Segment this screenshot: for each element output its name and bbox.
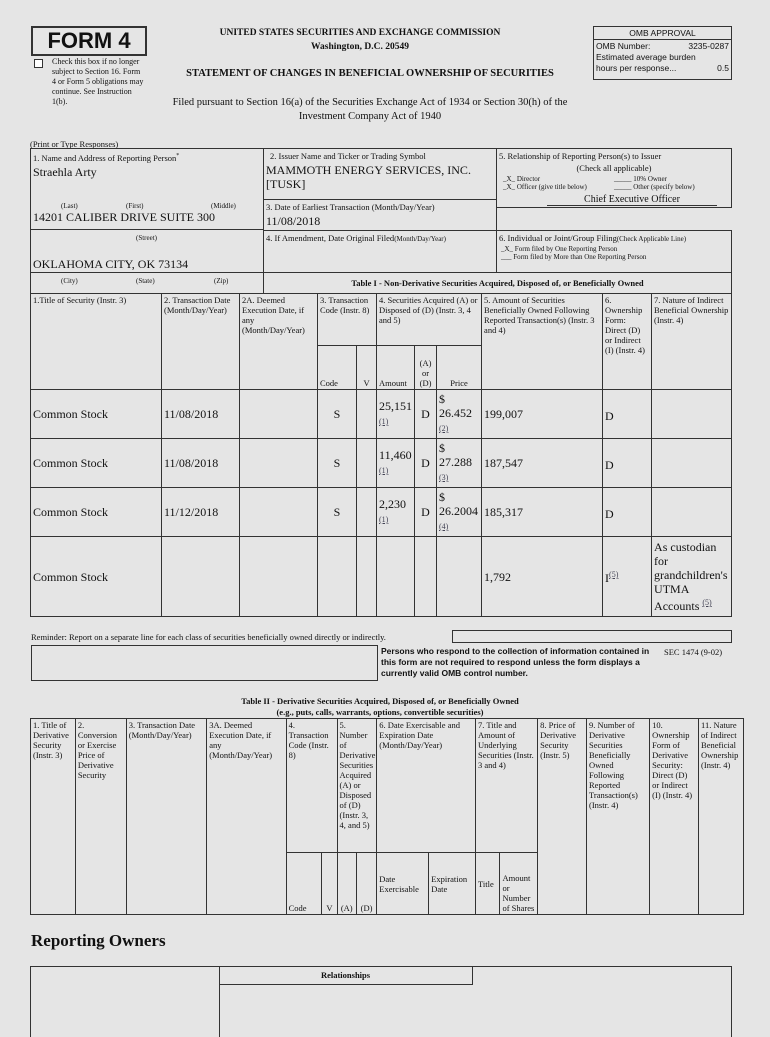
t1-title[interactable]: Common Stock — [33, 407, 109, 421]
t1-aord[interactable]: D — [421, 505, 430, 519]
t2-h11: 11. Nature of Indirect Beneficial Ownership (Instr. 4) — [699, 719, 744, 915]
reminder-box — [452, 630, 732, 643]
t2-h8: 8. Price of Derivative Security (Instr. 5) — [538, 719, 587, 915]
omb-number-label: OMB Number: — [596, 41, 651, 51]
t1-title[interactable]: Common Stock — [33, 505, 109, 519]
box4-sublabel: (Month/Day/Year) — [394, 235, 446, 243]
first-label: (First) — [126, 202, 144, 210]
t1-h5: 5. Amount of Securities Beneficially Owned Following Reported Transaction(s) (Instr. 3 and 4) — [482, 294, 603, 390]
t1-title[interactable]: Common Stock — [33, 456, 109, 470]
box5-relationship — [496, 148, 732, 208]
state-label: (State) — [136, 277, 155, 285]
box1-label: 1. Name and Address of Reporting Person — [33, 152, 177, 163]
t1-amount-footnote[interactable]: (1) — [379, 515, 389, 524]
t2-h3: 3. Transaction Date (Month/Day/Year) — [126, 719, 206, 915]
reporting-person-city[interactable]: OKLAHOMA CITY, OK 73134 — [33, 257, 189, 271]
director-label: Director — [516, 175, 541, 183]
t1-price[interactable]: $ 27.288 — [439, 441, 473, 469]
filing-option-one[interactable]: _X_ Form filed by One Reporting Person — [501, 245, 618, 253]
t1-price-footnote[interactable]: (4) — [439, 522, 449, 531]
no-longer-subject-checkbox[interactable] — [34, 59, 43, 68]
omb-hours: 0.5 — [717, 63, 729, 73]
table1-non-derivative — [30, 293, 732, 617]
omb-hours-label: hours per response... — [596, 63, 677, 73]
t1-price[interactable]: $ 26.2004 — [439, 490, 479, 518]
t1-date[interactable]: 11/08/2018 — [164, 456, 219, 470]
t1-form[interactable]: D — [605, 408, 614, 423]
box4-label: 4. If Amendment, Date Original Filed — [266, 233, 395, 243]
last-label: (Last) — [61, 202, 78, 210]
issuer-ticker[interactable]: [TUSK] — [266, 177, 306, 191]
t2-sub-date-ex: Date Exercisable — [377, 853, 429, 915]
t1-aord[interactable]: D — [421, 456, 430, 470]
street-label: (Street) — [136, 234, 157, 242]
t2-h7: 7. Title and Amount of Underlying Securities (Instr. 3 and 4) — [476, 719, 538, 853]
table1-row — [31, 537, 732, 617]
officer-title[interactable]: Chief Executive Officer — [547, 194, 717, 206]
t1-form-footnote[interactable]: (5) — [609, 570, 619, 579]
box6-sublabel: (Check Applicable Line) — [616, 235, 687, 243]
t1-sub-code: Code — [318, 346, 357, 390]
t1-owned[interactable]: 187,547 — [484, 456, 524, 470]
t1-owned[interactable]: 1,792 — [484, 569, 512, 584]
reporting-owners-heading: Reporting Owners — [31, 931, 166, 950]
t1-code[interactable]: S — [333, 456, 341, 470]
t1-owned[interactable]: 185,317 — [484, 505, 524, 519]
t1-h7: 7. Nature of Indirect Beneficial Ownership (Instr. 4) — [652, 294, 732, 390]
t2-h2: 2. Conversion or Exercise Price of Derivative Security — [75, 719, 126, 915]
t1-h2a: 2A. Deemed Execution Date, if any (Month/Day/Year) — [240, 294, 318, 390]
t1-title[interactable]: Common Stock — [33, 569, 109, 584]
other-mark[interactable]: _____ — [614, 183, 632, 191]
t1-sub-price: Price — [437, 346, 482, 390]
owner10-mark[interactable]: _____ — [614, 175, 632, 183]
t1-h3: 3. Transaction Code (Instr. 8) — [318, 294, 377, 346]
t2-sub-exp: Expiration Date — [429, 853, 476, 915]
t1-code[interactable]: S — [333, 505, 341, 519]
zip-label: (Zip) — [214, 277, 229, 285]
box1-reporting-person — [30, 148, 264, 273]
sec-code: SEC 1474 (9-02) — [664, 647, 723, 657]
t1-nature[interactable]: As custodian for grandchildren's UTMA Accounts — [654, 540, 728, 613]
t2-h9: 9. Number of Derivative Securities Beneficially Owned Following Reported Transaction(s) (Instr. 4) — [587, 719, 650, 915]
box3-earliest-date — [263, 199, 497, 231]
box2-label: 2. Issuer Name and Ticker or Trading Symbol — [270, 151, 426, 161]
t2-h3a: 3A. Deemed Execution Date, if any (Month/Day/Year) — [207, 719, 286, 915]
director-mark[interactable]: _X_ — [503, 175, 516, 183]
t2-sub-title: Title — [476, 853, 500, 915]
checkbox-text: Check this box if no longer subject to Section 16. Form 4 or Form 5 obligations may continue. See Instruction 1(b). — [52, 57, 144, 106]
middle-label: (Middle) — [211, 202, 236, 210]
filing-option-more[interactable]: ___ Form filed by More than One Reporting Person — [501, 253, 647, 261]
filed-pursuant: Filed pursuant to Section 16(a) of the Securities Exchange Act of 1934 or Section 30(h) of the Investment Company Act of 1940 — [172, 97, 568, 122]
omb-title: OMB APPROVAL — [594, 27, 731, 40]
box6-label: 6. Individual or Joint/Group Filing — [499, 233, 617, 243]
agency-location: Washington, D.C. 20549 — [311, 42, 409, 52]
t1-amount[interactable]: 11,460 — [379, 448, 412, 462]
t1-sub-aord: (A) or (D) — [415, 346, 437, 390]
reminder-text: Reminder: Report on a separate line for each class of securities beneficially owned directly or indirectly. — [31, 632, 386, 642]
t1-price-footnote[interactable]: (2) — [439, 424, 449, 433]
relationships-header: Relationships — [219, 967, 473, 985]
t1-form[interactable]: I — [605, 571, 610, 585]
t1-h2: 2. Transaction Date (Month/Day/Year) — [162, 294, 240, 390]
officer-label: Officer (give title below) — [516, 183, 587, 191]
t1-amount[interactable]: 25,151 — [379, 399, 413, 413]
reporting-owners-table — [30, 966, 732, 1037]
t1-amount-footnote[interactable]: (1) — [379, 417, 389, 426]
city-label: (City) — [61, 277, 78, 285]
owner10-label: 10% Owner — [633, 175, 667, 183]
form-title: FORM 4 — [31, 26, 147, 56]
blank-box — [31, 645, 378, 681]
box5-check-all: (Check all applicable) — [576, 163, 652, 173]
officer-mark[interactable]: _X_ — [503, 183, 516, 191]
t2-h1: 1. Title of Derivative Security (Instr. 3) — [31, 719, 76, 915]
box5-label: 5. Relationship of Reporting Person(s) to Issuer — [499, 151, 662, 161]
omb-burden: Estimated average burden — [596, 52, 696, 62]
t1-h6: 6. Ownership Form: Direct (D) or Indirect (I) (Instr. 4) — [603, 294, 652, 390]
box3-label: 3. Date of Earliest Transaction (Month/Day/Year) — [266, 202, 435, 212]
t2-sub-amount: Amount or Number of Shares — [500, 853, 538, 915]
t2-sub-code: Code — [286, 853, 322, 915]
earliest-transaction-date[interactable]: 11/08/2018 — [266, 214, 321, 228]
t1-sub-amount: Amount — [377, 346, 415, 390]
t2-sub-v: V — [322, 853, 337, 915]
t2-h6: 6. Date Exercisable and Expiration Date (Month/Day/Year) — [377, 719, 476, 853]
table1-row — [31, 488, 732, 537]
table2-derivative — [30, 718, 744, 915]
reporting-person-address[interactable]: 14201 CALIBER DRIVE SUITE 300 — [33, 210, 215, 224]
table1-row — [31, 390, 732, 439]
t1-owned[interactable]: 199,007 — [484, 407, 524, 421]
box4-amendment — [263, 230, 497, 273]
omb-approval-box — [593, 26, 732, 80]
t1-h1: 1.Title of Security (Instr. 3) — [31, 294, 162, 390]
t2-h4: 4. Transaction Code (Instr. 8) — [286, 719, 337, 853]
box2-issuer — [263, 148, 497, 200]
city-state-zip-labels — [30, 272, 264, 294]
t1-code[interactable]: S — [333, 407, 341, 421]
table1-title: Table I - Non-Derivative Securities Acquired, Disposed of, or Beneficially Owned — [263, 272, 732, 294]
t2-sub-a: (A) — [337, 853, 356, 915]
t1-date[interactable]: 11/08/2018 — [164, 407, 219, 421]
box1-star: * — [176, 153, 180, 159]
box6-filing — [496, 230, 732, 273]
table2-title: Table II - Derivative Securities Acquired, Disposed of, or Beneficially Owned — [241, 696, 519, 706]
t1-sub-v: V — [357, 346, 377, 390]
persons-notice: Persons who respond to the collection of information contained in this form are not required to respond unless the form displays a currently valid OMB control number. — [381, 646, 650, 678]
t1-amount[interactable]: 2,230 — [379, 497, 407, 511]
t1-price-footnote[interactable]: (3) — [439, 473, 449, 482]
t2-sub-d: (D) — [356, 853, 376, 915]
agency-name: UNITED STATES SECURITIES AND EXCHANGE COMMISSION — [219, 28, 501, 38]
t1-form[interactable]: D — [605, 457, 614, 472]
reporting-person-name[interactable]: Straehla Arty — [33, 164, 97, 179]
t2-h5: 5. Number of Derivative Securities Acquired (A) or Disposed of (D) (Instr. 3, 4, and 5) — [337, 719, 377, 853]
t1-price[interactable]: $ 26.452 — [439, 392, 473, 420]
table2-subtitle: (e.g., puts, calls, warrants, options, convertible securities) — [276, 707, 484, 717]
omb-number: 3235-0287 — [688, 41, 729, 51]
t1-date[interactable]: 11/12/2018 — [164, 505, 219, 519]
t1-amount-footnote[interactable]: (1) — [379, 466, 389, 475]
t1-nature-footnote[interactable]: (5) — [702, 598, 712, 607]
t1-aord[interactable]: D — [421, 407, 430, 421]
statement-title: STATEMENT OF CHANGES IN BENEFICIAL OWNERSHIP OF SECURITIES — [186, 68, 554, 79]
t2-h10: 10. Ownership Form of Derivative Security: Direct (D) or Indirect (I) (Instr. 4) — [650, 719, 699, 915]
print-type: (Print or Type Responses) — [30, 139, 119, 149]
t1-h4: 4. Securities Acquired (A) or Disposed of (D) (Instr. 3, 4 and 5) — [377, 294, 482, 346]
issuer-name[interactable]: MAMMOTH ENERGY SERVICES, INC. — [266, 163, 471, 177]
t1-form[interactable]: D — [605, 506, 614, 521]
other-label: Other (specify below) — [633, 183, 695, 191]
table1-row — [31, 439, 732, 488]
